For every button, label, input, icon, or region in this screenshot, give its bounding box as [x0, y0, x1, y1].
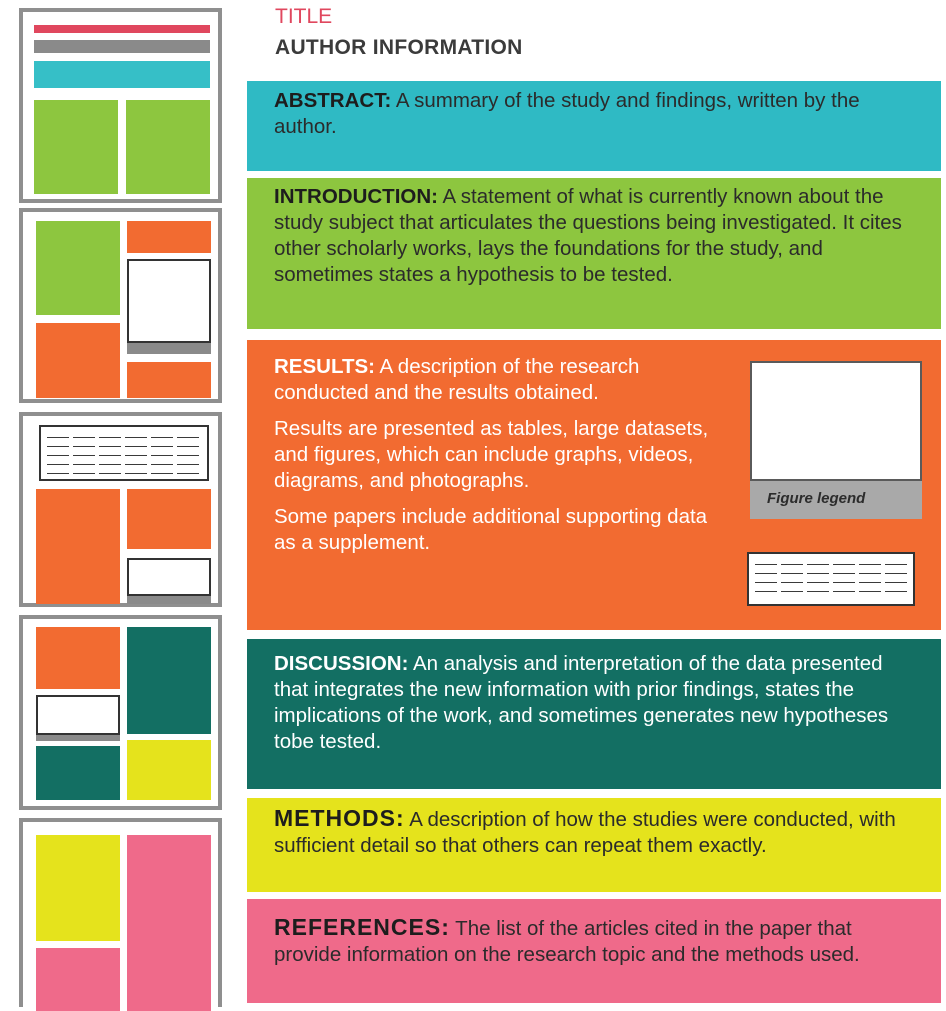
- discussion-block-right: [127, 627, 211, 734]
- results-block-right: [127, 489, 211, 549]
- results-block-bottom: [127, 362, 211, 398]
- references-block-left: [36, 948, 120, 1011]
- table-placeholder: [747, 552, 915, 606]
- abstract-section: [247, 81, 941, 171]
- abstract-label: ABSTRACT:: [274, 89, 392, 112]
- references-text: The list of the articles cited in the paper that provide information on the research topic and the methods used.: [274, 917, 860, 966]
- page-thumbnail-5: [19, 818, 222, 1007]
- methods-block: [127, 740, 211, 800]
- author-bar: [34, 40, 210, 53]
- results-text-2: Results are presented as tables, large datasets, and figures, which can include graphs, videos, diagrams, and photographs.: [274, 417, 709, 492]
- methods-label: METHODS:: [274, 805, 405, 831]
- figure-box: [127, 259, 211, 343]
- discussion-section: [247, 639, 941, 789]
- figure-legend-bar: [127, 596, 211, 604]
- discussion-text: An analysis and interpretation of the data presented that integrates the new information with prior findings, states the implications of the work, and sometimes generates new hypotheses tobe tested.: [274, 652, 889, 753]
- results-block-top: [127, 221, 211, 253]
- discussion-label: DISCUSSION:: [274, 652, 409, 675]
- page-thumbnail-4: [19, 615, 222, 810]
- methods-section: [247, 798, 941, 892]
- page-thumbnail-2: [19, 208, 222, 403]
- page-thumbnail-1: [19, 8, 222, 203]
- figure-legend: Figure legend: [750, 481, 922, 519]
- results-section: [247, 340, 941, 630]
- page-thumbnail-3: [19, 412, 222, 607]
- figure-box: [127, 558, 211, 596]
- references-block-right: [127, 835, 211, 1011]
- author-heading: AUTHOR INFORMATION: [275, 36, 523, 59]
- results-label: RESULTS:: [274, 355, 375, 378]
- figure-legend-bar: [36, 735, 120, 741]
- methods-block: [36, 835, 120, 941]
- table-box: [39, 425, 209, 481]
- results-text-column: [274, 354, 719, 566]
- results-block-left: [36, 323, 120, 398]
- table-lines: [755, 558, 907, 600]
- results-block: [36, 627, 120, 689]
- abstract-block: [34, 61, 210, 88]
- figure-placeholder: [750, 361, 922, 481]
- introduction-text: A statement of what is currently known about the study subject that articulates the questions being investigated. It cites other scholarly works, lays the foundations for the study, and sometimes states a hypothesis to be tested.: [274, 185, 902, 286]
- introduction-block-left: [34, 100, 118, 194]
- figure-legend-bar: [127, 343, 211, 354]
- discussion-block-left: [36, 746, 120, 800]
- results-block-left: [36, 489, 120, 604]
- abstract-text: A summary of the study and findings, written by the author.: [274, 89, 860, 138]
- introduction-section: [247, 178, 941, 329]
- results-text-1: A description of the research conducted and the results obtained.: [274, 355, 640, 404]
- references-label: REFERENCES:: [274, 914, 450, 940]
- introduction-label: INTRODUCTION:: [274, 185, 438, 208]
- references-section: [247, 899, 941, 1003]
- title-bar: [34, 25, 210, 33]
- figure-box: [36, 695, 120, 735]
- introduction-block-right: [126, 100, 210, 194]
- results-text-3: Some papers include additional supporting data as a supplement.: [274, 505, 708, 554]
- title-heading: TITLE: [275, 5, 333, 28]
- methods-text: A description of how the studies were conducted, with sufficient detail so that others can repeat them exactly.: [274, 808, 896, 857]
- introduction-block: [36, 221, 120, 315]
- table-lines: [47, 431, 201, 475]
